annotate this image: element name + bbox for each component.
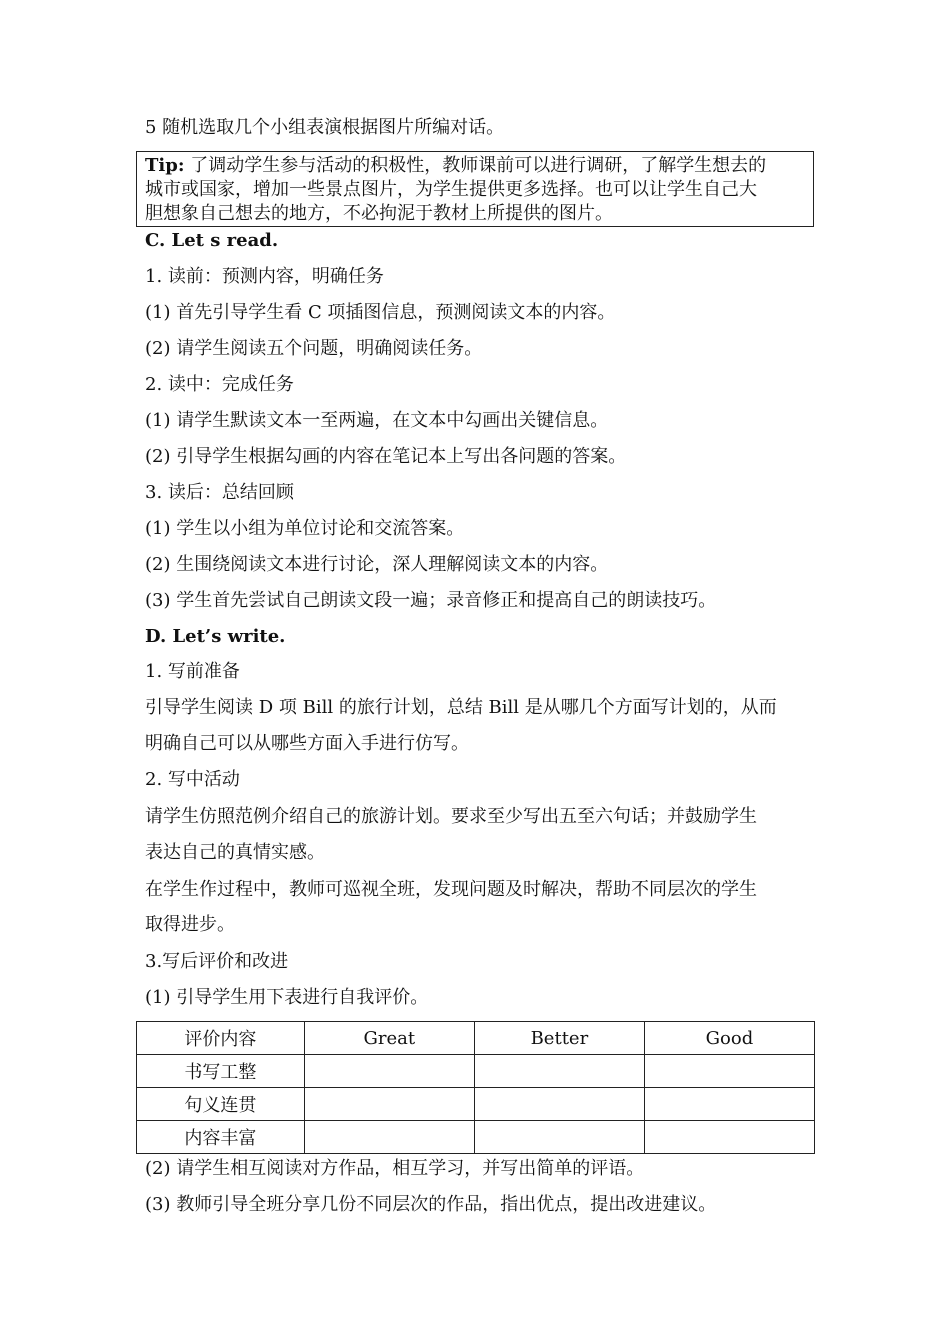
table-cell [644,1055,814,1088]
table-header: Great [304,1022,474,1055]
write-line: 3.写后评价和改进 [145,951,289,972]
read-heading: C. Let s read. [145,230,279,251]
write-line: 1. 写前准备 [145,661,240,682]
read-line: (1) 首先引导学生看 C 项插图信息，预测阅读文本的内容。 [145,302,616,323]
table-header-row [137,1022,815,1055]
table-header: 评价内容 [137,1022,305,1055]
evaluation-table [136,1021,815,1154]
table-row-label: 句义连贯 [137,1088,305,1121]
read-line: (2) 生围绕阅读文本进行讨论，深人理解阅读文本的内容。 [145,554,609,575]
read-line: (1) 学生以小组为单位讨论和交流答案。 [145,518,465,539]
tip-text: 了调动学生参与活动的积极性，教师课前可以进行调研，了解学生想去的 [184,155,767,176]
table-cell [304,1121,474,1154]
table-row-label: 内容丰富 [137,1121,305,1154]
read-line: 3. 读后：总结回顾 [145,482,294,503]
write-line: 明确自己可以从哪些方面入手进行仿写。 [145,733,469,754]
section-5-text: 5 随机选取几个小组表演根据图片所编对话。 [145,117,505,138]
read-line: 1. 读前：预测内容，明确任务 [145,266,384,287]
table-header: Better [474,1022,644,1055]
read-line: (3) 学生首先尝试自己朗读文段一遍；录音修正和提高自己的朗读技巧。 [145,590,717,611]
write-line: 引导学生阅读 D 项 Bill 的旅行计划，总结 Bill 是从哪几个方面写计划的，从而 [145,697,777,718]
table-cell [474,1088,644,1121]
tip-label: Tip: [145,155,185,176]
write-line: 在学生作过程中，教师可巡视全班，发现问题及时解决，帮助不同层次的学生 [145,879,757,900]
tip-line-3: 胆想象自己想去的地方，不必拘泥于教材上所提供的图片。 [145,203,613,224]
read-line: (2) 请学生阅读五个问题，明确阅读任务。 [145,338,483,359]
write-line: 取得进步。 [145,914,235,935]
write-line: 表达自己的真情实感。 [145,842,325,863]
tip-line-1 [145,154,805,178]
after-line: (2) 请学生相互阅读对方作品，相互学习，并写出简单的评语。 [145,1158,645,1179]
table-cell [474,1055,644,1088]
table-header: Good [644,1022,814,1055]
table-cell [474,1121,644,1154]
read-line: (1) 请学生默读文本一至两遍，在文本中勾画出关键信息。 [145,410,609,431]
read-line: 2. 读中：完成任务 [145,374,294,395]
read-line: (2) 引导学生根据勾画的内容在笔记本上写出各问题的答案。 [145,446,627,467]
tip-box [136,151,814,227]
table-row [137,1121,815,1154]
table-row-label: 书写工整 [137,1055,305,1088]
write-line: (1) 引导学生用下表进行自我评价。 [145,987,429,1008]
write-heading: D. Let’s write. [145,626,286,647]
table-cell [644,1121,814,1154]
table-cell [644,1088,814,1121]
write-line: 请学生仿照范例介绍自己的旅游计划。要求至少写出五至六句话；并鼓励学生 [145,806,757,827]
table-cell [304,1088,474,1121]
table-row [137,1055,815,1088]
tip-line-2: 城市或国家，增加一些景点图片，为学生提供更多选择。也可以让学生自己大 [145,179,757,200]
table-cell [304,1055,474,1088]
write-line: 2. 写中活动 [145,769,240,790]
after-line: (3) 教师引导全班分享几份不同层次的作品，指出优点，提出改进建议。 [145,1194,717,1215]
table-row [137,1088,815,1121]
